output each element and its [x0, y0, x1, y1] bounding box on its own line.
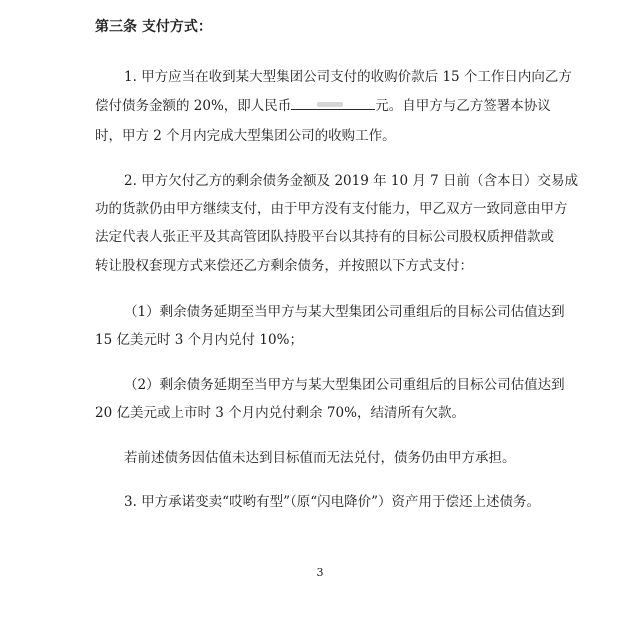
clause-2-line-1: 2. 甲方欠付乙方的剩余债务金额及 2019 年 10 月 7 日前（含本日）交易成: [124, 173, 579, 189]
page-number: 3: [316, 566, 324, 579]
clause-2-line-2: 功的货款仍由甲方继续支付，由于甲方没有支付能力，甲乙双方一致同意由甲方: [95, 201, 568, 217]
note-paragraph: 若前述债务因估值未达到目标值而无法兑付，债务仍由甲方承担。: [124, 450, 516, 466]
clause-1-line-3: 时，甲方 2 个月内完成大型集团公司的收购工作。: [95, 128, 396, 144]
item-2-line-2: 20 亿美元或上市时 3 个月内兑付剩余 70%，结清所有欠款。: [95, 405, 465, 421]
clause-1-line-1: 1. 甲方应当在收到某大型集团公司支付的收购价款后 15 个工作日内向乙方: [124, 69, 572, 85]
clause-1-line-2-after-blank: 元。自甲方与乙方签署本协议: [375, 98, 551, 114]
item-1-line-1: （1）剩余债务延期至当甲方与某大型集团公司重组后的目标公司估值达到: [124, 304, 565, 320]
clause-1-line-2-before-blank: 偿付债务金额的 20%，即人民币: [95, 98, 292, 114]
item-2-line-1: （2）剩余债务延期至当甲方与某大型集团公司重组后的目标公司估值达到: [124, 377, 565, 393]
clause-1-line-2: [95, 96, 551, 116]
clause-3-line: 3. 甲方承诺变卖“哎哟有型”（原“闪电降价”）资产用于偿还上述债务。: [124, 494, 541, 510]
section-heading: 第三条 支付方式：: [95, 19, 212, 35]
clause-2-line-4: 转让股权套现方式来偿还乙方剩余债务，并按照以下方式支付：: [95, 258, 473, 274]
clause-2-line-3: 法定代表人张正平及其高管团队持股平台以其持有的目标公司股权质押借款或: [95, 229, 554, 245]
amount-blank: [291, 98, 375, 110]
item-1-line-2: 15 亿美元时 3 个月内兑付 10%；: [95, 332, 303, 348]
